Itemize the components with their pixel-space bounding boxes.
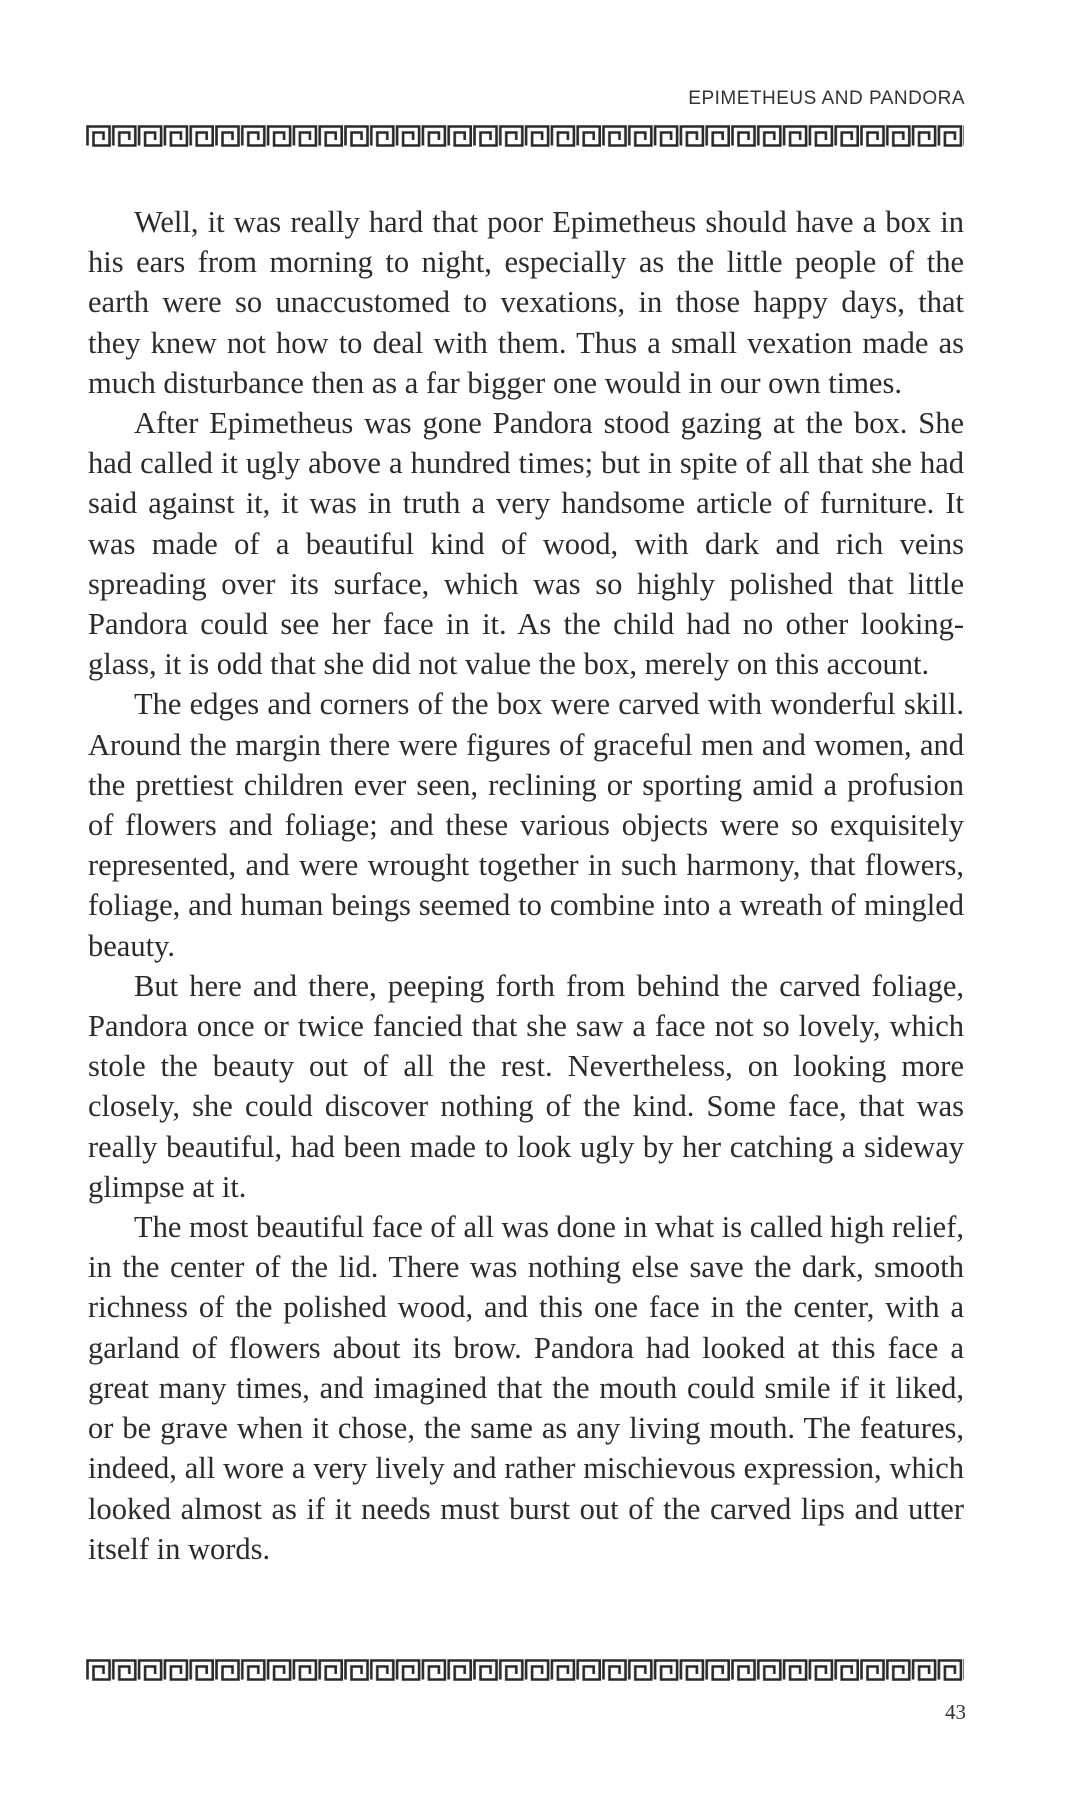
paragraph: After Epimetheus was gone Pandora stood gazing at the box. She had called it ugly above a hundred times; but in spite of all that she had said against it, it was in truth a very handsome article of furniture. It was made of a beautiful kind of wood, with dark and rich veins spreading over its surface, which was so highly polished that little Pandora could see her face in it. As the child had no other looking-glass, it is odd that she did not value the box, merely on this account. — [88, 406, 964, 682]
paragraph: Well, it was really hard that poor Epimetheus should have a box in his ears from morning to night, especially as the little people of the earth were so unaccustomed to vexations, in those happy days, that they knew not how to deal with them. Thus a small vexation made as much disturbance then as a far bigger one would in our own times. — [88, 205, 964, 400]
greek-key-border-bottom — [86, 1659, 964, 1681]
paragraph: The edges and corners of the box were carved with wonderful skill. Around the margin there were figures of graceful men and women, and the prettiest children ever seen, reclining or sporting amid a profusion of flowers and foliage; and these various objects were so exquisitely represented, and were wrought together in such harmony, that flowers, foliage, and human beings seemed to combine into a wreath of mingled beauty. — [88, 687, 964, 963]
page-number: 43 — [945, 1700, 966, 1724]
greek-key-border-top — [86, 125, 964, 147]
paragraph: But here and there, peeping forth from behind the carved foliage, Pandora once or twice fancied that she saw a face not so lovely, which stole the beauty out of all the rest. Nevertheless, on looking more closely, she could discover nothing of the kind. Some face, that was really beautiful, had been made to look ugly by her catching a sideway glimpse at it. — [88, 968, 964, 1204]
paragraph: The most beautiful face of all was done in what is called high relief, in the center of the lid. There was nothing else save the dark, smooth richness of the polished wood, and this one face in the center, with a garland of flowers about its brow. Pandora had looked at this face a great many times, and imagined that the mouth could smile if it liked, or be grave when it chose, the same as any living mouth. The features, indeed, all wore a very lively and rather mischievous expression, which looked almost as if it needs must burst out of the carved lips and utter itself in words. — [88, 1210, 964, 1566]
running-title: EPIMETHEUS AND PANDORA — [688, 88, 965, 109]
body-text — [88, 202, 964, 1569]
